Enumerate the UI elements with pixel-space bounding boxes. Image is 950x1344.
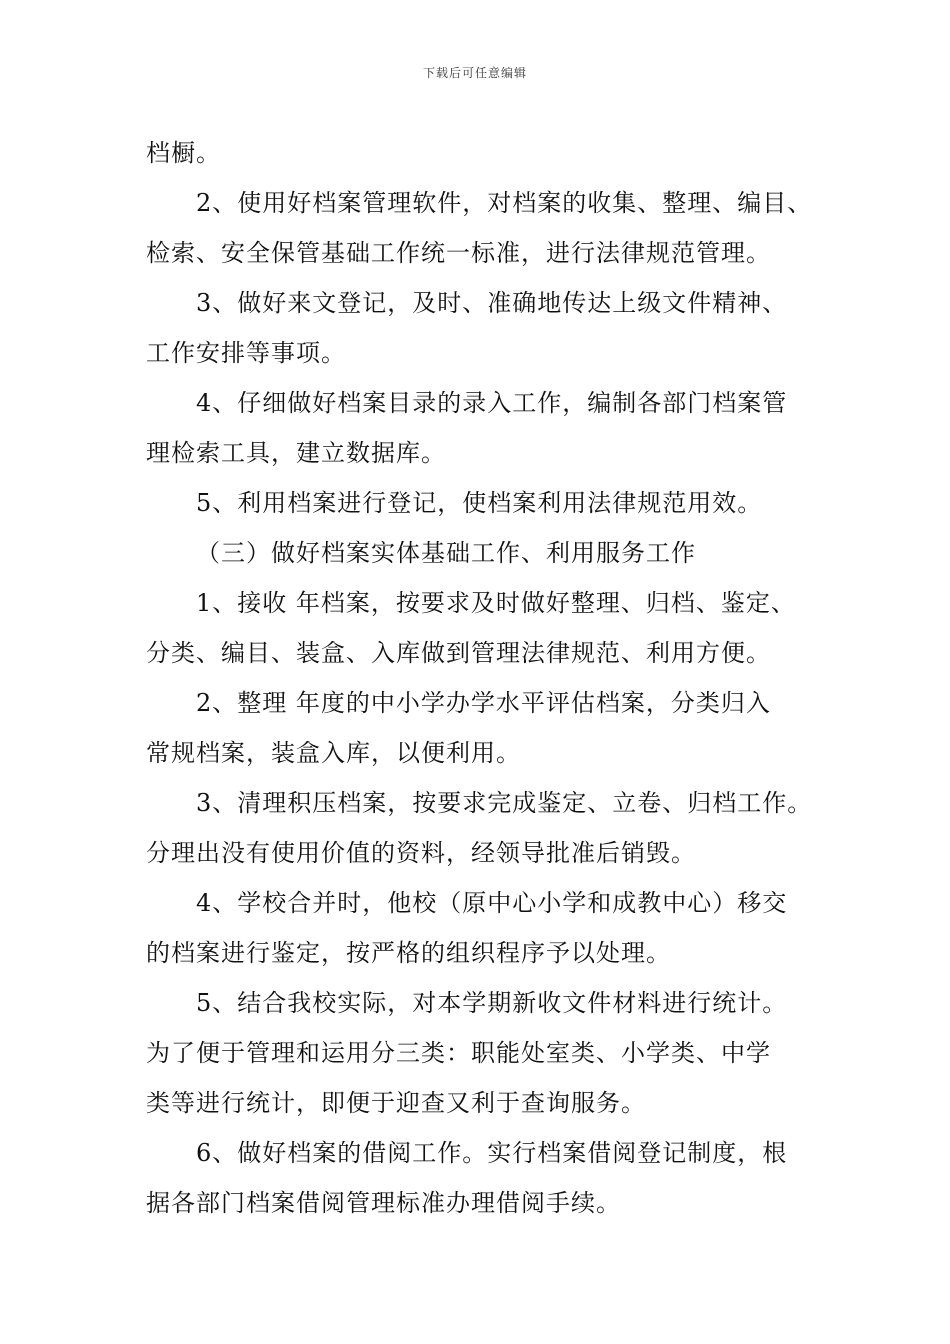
body-line: 2、整理 年度的中小学办学水平评估档案，分类归入 [196,689,771,717]
body-line: 3、清理积压档案，按要求完成鉴定、立卷、归档工作。 [196,789,813,817]
body-line: 4、仔细做好档案目录的录入工作，编制各部门档案管 [196,389,788,417]
body-line: 1、接收 年档案，按要求及时做好整理、归档、鉴定、 [196,589,796,617]
body-line: 档橱。 [146,139,221,167]
body-line: 分理出没有使用价值的资料，经领导批准后销毁。 [146,839,696,867]
body-line: 据各部门档案借阅管理标准办理借阅手续。 [146,1189,621,1217]
body-line: 6、做好档案的借阅工作。实行档案借阅登记制度，根 [196,1139,788,1167]
body-line: 理检索工具，建立数据库。 [146,439,446,467]
body-line: 5、结合我校实际，对本学期新收文件材料进行统计。 [196,989,788,1017]
body-line: 2、使用好档案管理软件，对档案的收集、整理、编目、 [196,189,813,217]
section-heading: （三）做好档案实体基础工作、利用服务工作 [196,539,696,567]
body-line: 检索、安全保管基础工作统一标准，进行法律规范管理。 [146,239,771,267]
body-line: 常规档案，装盒入库，以便利用。 [146,739,521,767]
body-line: 工作安排等事项。 [146,339,346,367]
page-header: 下载后可任意编辑 [422,66,527,80]
body-line: 为了便于管理和运用分三类：职能处室类、小学类、中学 [146,1039,771,1067]
body-line: 5、利用档案进行登记，使档案利用法律规范用效。 [196,489,763,517]
body-line: 类等进行统计，即便于迎查又利于查询服务。 [146,1089,646,1117]
body-line: 4、学校合并时，他校（原中心小学和成教中心）移交 [196,889,788,917]
body-line: 分类、编目、装盒、入库做到管理法律规范、利用方便。 [146,639,771,667]
body-line: 3、做好来文登记，及时、准确地传达上级文件精神、 [196,289,788,317]
body-line: 的档案进行鉴定，按严格的组织程序予以处理。 [146,939,671,967]
